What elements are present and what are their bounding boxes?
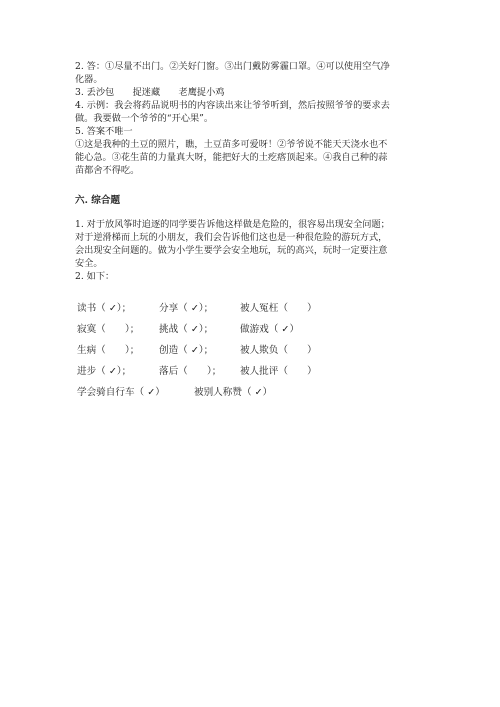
- answer-6-1-line-1: 1. 对于放风筝时追逐的同学要告诉他这样做是危险的，很容易出现安全问题；: [75, 219, 390, 230]
- grid-cell: 寂寞（ ）；: [77, 324, 140, 335]
- section-6-text: [75, 218, 427, 283]
- answers-block: [75, 60, 427, 177]
- grid-cell: 挑战（ ✓）；: [159, 324, 214, 335]
- grid-cell: 分享（ ✓）；: [159, 303, 214, 314]
- answer-3: 3. 丢沙包 捉迷藏 老鹰捉小鸡: [75, 87, 225, 98]
- grid-cell: 被人批评（ ）: [240, 366, 317, 377]
- grid-cell: 学会骑自行车（ ✓）: [77, 387, 165, 398]
- grid-cell: 读书（ ✓）；: [77, 303, 132, 314]
- answer-6-1-line-4: 安全。: [75, 258, 103, 269]
- grid-cell: 被人欺负（ ）: [240, 345, 317, 356]
- answer-5-line-2: ①这是我种的土豆的照片，瞧，土豆苗多可爱呀！②爷爷说不能天天浇水也不: [75, 139, 388, 150]
- section-6-title: 六. 综合题: [75, 195, 121, 206]
- answer-5-line-3: 能心急。③花生苗的力量真大呀，能把好大的土疙瘩顶起来。④我自己种的蒜: [75, 152, 388, 163]
- answer-6-1-line-2: 对于逆滑梯而上玩的小朋友，我们会告诉他们这也是一种很危险的游玩方式，: [75, 232, 388, 243]
- answer-5-line-1: 5. 答案不唯一: [75, 126, 133, 137]
- answer-4-line-2: 做。我要做一个爷爷的“开心果”。: [75, 113, 214, 124]
- answer-2-line-1: 2. 答：①尽量不出门。②关好门窗。③出门戴防雾霾口罩。④可以使用空气净: [75, 61, 390, 72]
- grid-cell: 落后（ ）；: [159, 366, 222, 377]
- answer-6-1-line-3: 会出现安全问题的。做为小学生要学会安全地玩，玩的高兴，玩时一定要注意: [75, 245, 388, 256]
- grid-cell: 被别人称赞（ ✓）: [194, 387, 273, 398]
- grid-cell: 被人冤枉（ ）: [240, 303, 317, 314]
- grid-cell: 创造（ ✓）；: [159, 345, 214, 356]
- grid-cell: 生病（ ）；: [77, 345, 140, 356]
- answer-4-line-1: 4. 示例：我会将药品说明书的内容读出来让爷爷听到，然后按照爷爷的要求去: [75, 100, 390, 111]
- answer-6-2-label: 2. 如下：: [75, 271, 115, 282]
- grid-cell: 进步（ ✓）；: [77, 366, 132, 377]
- answer-2-line-2: 化器。: [75, 74, 103, 85]
- grid-cell: 做游戏（ ✓）: [240, 324, 300, 335]
- answer-5-line-4: 苗都舍不得吃。: [75, 165, 140, 176]
